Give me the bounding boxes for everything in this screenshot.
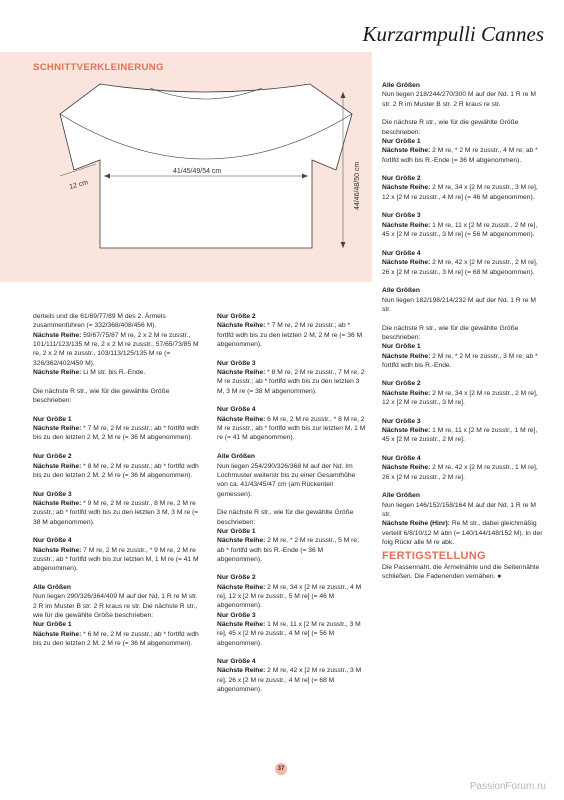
paragraph: Die nächste R str., wie für die gewählte Größe beschrieben: Nur Größe 1 Nächste Reihe: 2 M re, * 2 M re zusstr., 3 M re; ab * fortlfd wdh bis R.-Ende. [382, 324, 538, 369]
end-mark-icon: ● [497, 573, 502, 581]
size-block: Alle Größen Nun liegen 290/326/364/409 M auf der Nd. 1 R re M str. 2 R im Muster B str. 2 R kraus re str. Die nächste R str., wie für die gewählte Größe beschrieben: Nur Größe 1 Nächste Reihe: * 6 M re, 2 M re zusstr.; ab * fortlfd wdh bis zu den letzten 2 M, 2 M re (= 36 M abgenommen). [33, 583, 199, 648]
size-block: Nur Größe 2 Nächste Reihe: * 8 M re, 2 M re zusstr.; ab * fortlfd wdh bis zu den letzten 2 M, 2 M re (= 36 M abgenommen). [33, 453, 199, 479]
watermark: PassionForum.ru [469, 781, 546, 792]
size-block: Alle Größen Nun liegen 254/290/326/368 M auf der Nd. Im Lochmuster weiterstr bis zu einer Gesamthöhe von ca. 41/43/45/47 cm (am Rückenteil gemessen). [217, 453, 356, 498]
sweater-outline [60, 84, 352, 248]
height-dim-label: 44/46/48/50 cm [354, 161, 361, 210]
text-column-3 [382, 81, 544, 582]
paragraph: derteils und die 61/69/77/89 M des 2. Ärmels zusammenführen (= 332/368/408/456 M). Nächste Reihe: 59/67/75/87 M re, 2 x 2 M re zusstr., 101/111/123/135 M re, 2 x 2 M re zusstr., 57/65/73/85 M re, 2 x 2 M re zusstr., 103/113/125/135 M re (= 326/362/402/450 M). Nächste Reihe: Li M str. bis R.-Ende. [33, 313, 199, 377]
size-block: Nur Größe 1 Nächste Reihe: * 7 M re, 2 M re zusstr.; ab * fortlfd wdh bis zu den letzten 2 M, 2 M re (= 36 M abgenommen). [33, 415, 199, 442]
size-block: Nur Größe 3 Nächste Reihe: 1 M re, 11 x [2 M re zusstr., 1 M re], 45 x [2 M re zusstr., 2 M re]. [382, 417, 538, 444]
size-block: Nur Größe 2 Nächste Reihe: 2 M re, 34 x [2 M re zusstr., 4 M re], 12 x [2 M re zusstr., 5 M re] (= 46 M abgenommen). Nur Größe 3 Nächste Reihe: 1 M re, 11 x [2 M re zusstr., 3 M re], 45 x [2 M re zusstr., 4 M re] (= 56 M abgenommen). [217, 574, 362, 647]
finishing-heading: FERTIGSTELLUNG [382, 549, 486, 562]
page-number: 37 [275, 763, 287, 775]
size-block: Alle Größen Nun liegen 182/198/214/232 M auf der Nd. 1 R re M str. [382, 287, 536, 313]
size-block: Alle Größen Nun liegen 218/244/270/300 M auf der Nd. 1 R re M str. 2 R im Muster B str. 2 R kraus re str. [382, 82, 536, 108]
paragraph: Die nächste R str., wie für die gewählte Größe beschrieben: Nur Größe 1 Nächste Reihe: 2 M re, * 2 M re zusstr., 5 M re; ab * fortlfd wdh bis R.-Ende (= 36 M abgenommen). [217, 509, 359, 563]
sleeve-dim-label: 12 cm [68, 179, 89, 191]
size-block: Nur Größe 4 Nächste Reihe: 7 M re, 2 M re zusstr., * 9 M re, 2 M re zusstr.; ab * fortlfd wdh bis zur letzten M, 1 M re (= 41 M abgenommen). [33, 537, 199, 573]
size-block: Nur Größe 3 Nächste Reihe: * 9 M re, 2 M re zusstr., 8 M re, 2 M re zusstr.; ab * fortlfd wdh bis zu den letzten 3 M, 3 M re (= 38 M abgenommen). [33, 490, 199, 526]
width-dim-label: 41/45/49/54 cm [173, 168, 222, 175]
size-block: Nur Größe 4 Nächste Reihe: 2 M re, 42 x [2 M re zusstr., 2 M re], 26 x [2 M re zusstr., 3 M re] (= 68 M abgenommen). [382, 249, 538, 276]
paragraph: Die nächste R str., wie für die gewählte Größe beschrieben: [33, 387, 170, 405]
text-column-2 [217, 312, 367, 694]
size-block: Nur Größe 2 Nächste Reihe: 2 M re, 34 x [2 M re zusstr., 2 M re], 12 x [2 M re zusstr., 3 M re]. [382, 380, 538, 406]
schematic-panel [0, 52, 372, 282]
size-block: Nur Größe 2 Nächste Reihe: * 7 M re, 2 M re zusstr.; ab * fortlfd wdh bis zu den letzten 2 M, 2 M re (= 36 M abgenommen). [217, 313, 363, 349]
paragraph: Die nächste R str., wie für die gewählte Größe beschrieben: Nur Größe 1 Nächste Reihe: 2 M re, * 2 M re zusstr., 4 M re; ab * fortlfd wdh bis R.-Ende (= 36 M abgenommen). [382, 119, 538, 164]
size-block: Nur Größe 4 Nächste Reihe: 6 M re, 2 M re zusstr., * 8 M re, 2 M re zusstr.; ab * fortlfd wdh bis zur letzten M, 1 M re (= 41 M abgenommen). [217, 406, 366, 442]
size-block: Nur Größe 2 Nächste Reihe: 2 M re, 34 x [2 M re zusstr., 3 M re], 12 x [2 M re zusstr., 4 M re] (= 46 M abgenommen). [382, 175, 538, 201]
finishing-text: Die Passennaht, die Ärmelnähte und die Seitennähte schließen. Die Fadenenden vernähen. ● [382, 563, 540, 581]
size-block: Nur Größe 4 Nächste Reihe: 2 M re, 42 x [2 M re zusstr., 1 M re], 26 x [2 M re zusstr., 2 M re]. [382, 455, 538, 481]
schematic-heading: SCHNITTVERKLEINERUNG [33, 62, 164, 73]
page-title: Kurzarmpulli Cannes [362, 22, 544, 46]
size-block: Alle Größen Nun liegen 146/152/158/164 M auf der Nd. 1 R re M str. Nächste Reihe (Hinr): Re M str., dabei gleichmäßig verteilt 6/8/10/12 M abn (= 140/144/148/152 M). In der folg Rückr alle M re abk. [382, 492, 543, 547]
size-block: Nur Größe 4 Nächste Reihe: 2 M re, 42 x [2 M re zusstr., 3 M re], 26 x [2 M re zusstr., 4 M re] (= 68 M abgenommen). [217, 658, 362, 694]
size-block: Nur Größe 3 Nächste Reihe: 1 M re, 11 x [2 M re zusstr., 2 M re], 45 x [2 M re zusstr., 3 M re] (= 56 M abgenommen). [382, 212, 538, 239]
sweater-diagram [0, 52, 372, 282]
size-block: Nur Größe 3 Nächste Reihe: * 8 M re, 2 M re zusstr., 7 M re, 2 M re zusstr.; ab * fortlfd wdh bis zu den letzten 3 M, 3 M re (= 38 M abgenommen). [217, 359, 365, 395]
text-column-1 [33, 312, 199, 648]
